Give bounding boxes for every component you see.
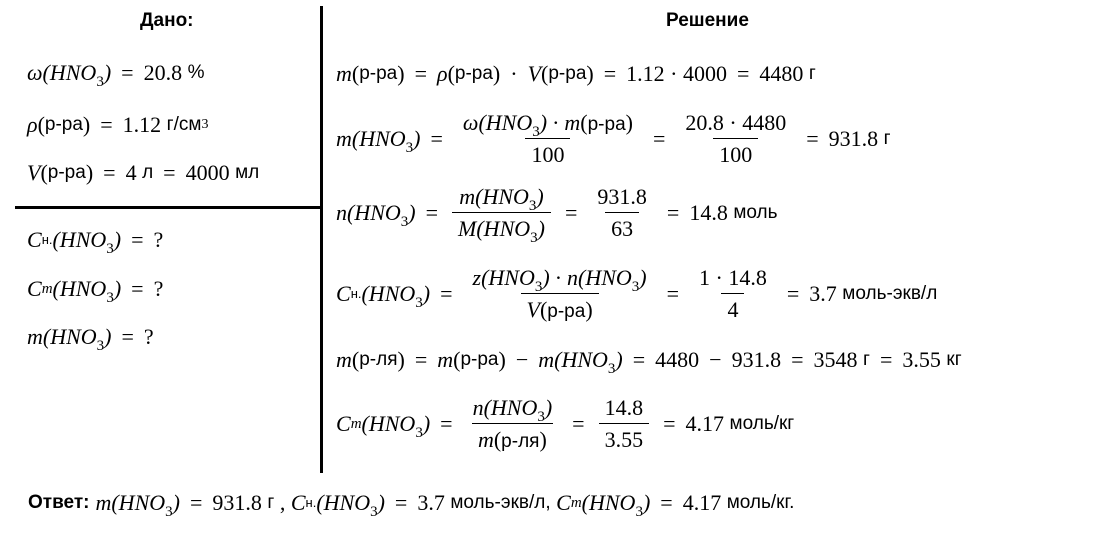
answer-m-unit: г xyxy=(267,492,275,513)
l6-num2: 14.8 xyxy=(604,395,644,420)
vertical-divider xyxy=(320,6,323,473)
sol-unit-label: р-ра xyxy=(460,349,499,370)
l6-unit: моль/кг xyxy=(729,413,795,434)
l2-den: 100 xyxy=(525,138,570,168)
given-v-unit: л xyxy=(142,162,154,183)
answer-line: Ответ: $m(HNO_3)$ = 931.8 г , C н. $(HNO_3)$ = 3.7 моль-экв/л, C m $(HNO_3)$ = 4.17 моль/кг. xyxy=(28,490,795,520)
solution-line-3: $n(HNO_3)$ = $\frac{m(HNO_3)}{M(HNO_3)}$ = $\frac{931.8}{63}$ = 14.8 моль xyxy=(336,184,778,246)
l3-result: 14.8 xyxy=(689,200,728,225)
l4-fraction-num xyxy=(693,265,773,323)
given-header: Дано: xyxy=(140,10,194,31)
given-volume: V ( р-ра ) = 4 л = 4000 мл xyxy=(27,160,260,185)
l4-fraction: $\frac{z(HNO_3) \cdot n(HNO_3)}{V(р-ра)}$ xyxy=(472,265,647,322)
l6-den2: 3.55 xyxy=(599,423,650,453)
l2-den2: 100 xyxy=(713,138,758,168)
answer-cn-unit: моль-экв/л, xyxy=(450,492,551,513)
given-v-value2: 4000 xyxy=(185,160,230,185)
find-normality: C н. $(HNO_3)$ = ? xyxy=(27,227,164,257)
sol-unit-label: р-ра xyxy=(548,63,587,84)
l5-result2: 3.55 xyxy=(902,347,941,372)
sol-unit-label: р-ра xyxy=(359,63,398,84)
l1-unit: г xyxy=(808,63,816,84)
solution-line-4: C н. $(HNO_3)$ = $\frac{z(HNO_3) \cdot n(HNO_3)}{V(р-ра)}$ = $\frac{1 \cdot 14.8}{4}$ = 3.7 моль-экв/л xyxy=(336,265,938,322)
l2-fraction-num xyxy=(679,110,792,168)
given-v-arg: р-ра xyxy=(47,162,86,183)
l4-result: 3.7 xyxy=(809,281,837,306)
l2-unit: г xyxy=(883,128,891,149)
answer-m-value: 931.8 xyxy=(212,490,262,515)
l4-unit: моль-экв/л xyxy=(842,283,938,304)
sol-unit-label: р-ра xyxy=(587,114,626,135)
l1-result: 4480 xyxy=(759,61,804,86)
sol-unit-label: р-ра xyxy=(547,301,586,322)
l3-fraction-num xyxy=(591,184,653,242)
l5-unit2: кг xyxy=(946,349,962,370)
solution-line-5: m ( р-ля ) = m ( р-ра ) − $m(HNO_3)$ = 4480 − 931.8 = 3548 г = 3.55 кг xyxy=(336,347,962,377)
find-cn-q: ? xyxy=(153,227,164,252)
given-v-unit2: мл xyxy=(235,162,260,183)
l3-den2: 63 xyxy=(605,212,639,242)
l6-result: 4.17 xyxy=(685,411,725,436)
horizontal-divider xyxy=(15,206,321,209)
answer-label: Ответ: xyxy=(28,492,90,513)
solvent-label: р-ля xyxy=(359,349,398,370)
answer-cm-unit: моль/кг. xyxy=(726,492,795,513)
l5-result: 3548 xyxy=(813,347,858,372)
solution-header: Решение xyxy=(666,10,749,31)
solution-line-6: C m $(HNO_3)$ = $\frac{n(HNO_3)}{m(р-ля)}$ = $\frac{14.8}{3.55}$ = 4.17 моль/кг xyxy=(336,395,795,452)
l3-unit: моль xyxy=(733,202,778,223)
given-w-value: 20.8 xyxy=(143,60,183,85)
l4-num2: 1 · 14.8 xyxy=(699,265,767,290)
solution-line-1: m ( р-ра ) = ρ ( р-ра ) · V ( р-ра ) = 1.12 · 4000 = 4480 г xyxy=(336,61,816,86)
given-rho-value: 1.12 xyxy=(122,112,162,137)
solution-line-2: $m(HNO_3)$ = $\frac{\omega(HNO_3) \cdot m(р-ра)}{100}$ = $\frac{20.8 \cdot 4480}{100}$ = 931.8 г xyxy=(336,110,891,167)
given-density: ρ ( р-ра ) = 1.12 г/см 3 xyxy=(27,112,209,137)
find-m-q: ? xyxy=(143,324,154,349)
l3-num2: 931.8 xyxy=(597,184,647,209)
given-v-value: 4 xyxy=(125,160,137,185)
l2-result: 931.8 xyxy=(828,126,879,151)
l6-fraction-num xyxy=(599,395,650,453)
find-molality: C m $(HNO_3)$ = ? xyxy=(27,276,164,306)
l6-fraction: $\frac{n(HNO_3)}{m(р-ля)}$ xyxy=(472,395,553,452)
l2-num2: 20.8 · 4480 xyxy=(685,110,787,135)
given-rho-arg: р-ра xyxy=(44,114,83,135)
given-w-unit: % xyxy=(187,62,205,83)
given-rho-unit: г/см xyxy=(166,114,202,135)
sol-unit-label: р-ра xyxy=(454,63,493,84)
l5-a: 4480 xyxy=(655,347,700,372)
answer-cn-value: 3.7 xyxy=(417,490,445,515)
find-cm-q: ? xyxy=(153,276,164,301)
answer-cm-value: 4.17 xyxy=(682,490,722,515)
l4-den2: 4 xyxy=(721,293,744,323)
l3-fraction: $\frac{m(HNO_3)}{M(HNO_3)}$ xyxy=(452,184,551,242)
l2-fraction: $\frac{\omega(HNO_3) \cdot m(р-ра)}{100}$ xyxy=(462,110,633,167)
l1-values: 1.12 · 4000 xyxy=(626,61,727,86)
l5-b: 931.8 xyxy=(731,347,782,372)
solvent-label: р-ля xyxy=(501,431,540,452)
given-mass-fraction: $\omega(HNO_3)$ = 20.8 % xyxy=(27,60,205,90)
find-mass: $m(HNO_3)$ = ? xyxy=(27,324,154,354)
l5-unit: г xyxy=(863,349,870,370)
